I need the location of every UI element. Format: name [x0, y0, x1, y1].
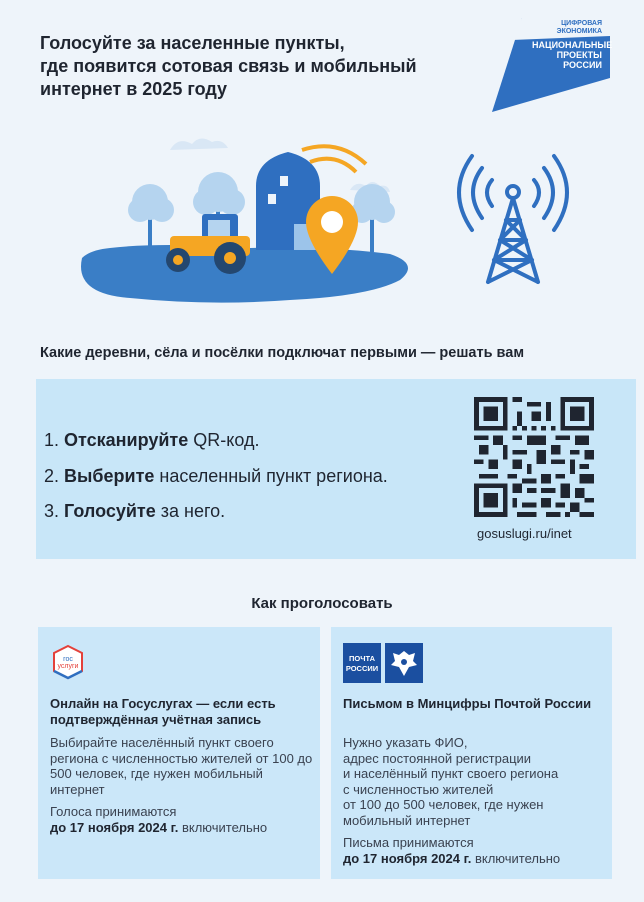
logo-line-3: НАЦИОНАЛЬНЫЕ [532, 40, 613, 50]
svg-text:РОССИИ: РОССИИ [345, 664, 379, 673]
gosuslugi-logo [50, 644, 86, 680]
cell-tower-icon [448, 150, 578, 290]
step-item: 2. Выберите населенный пункт региона. [44, 465, 388, 486]
logo-line-4: ПРОЕКТЫ [556, 50, 602, 60]
logo-line-5: РОССИИ [563, 60, 602, 70]
card-online-body: Выбирайте населённый пункт своего региона с численностью жителей от 100 до 500 человек, где нужен мобильный интернет [50, 735, 313, 797]
svg-text:услуги: услуги [57, 663, 79, 670]
step-item: 3. Голосуйте за него. [44, 501, 226, 521]
title-line-3: интернет в 2025 году [40, 79, 228, 99]
card-online-title: Онлайн на Госуслугах — если есть подтверждённая учётная запись [50, 696, 276, 727]
card-mail [331, 627, 612, 879]
logo-line-2: ЭКОНОМИКА [556, 28, 602, 35]
subtitle: Какие деревни, сёла и посёлки подключат первыми — решать вам [40, 345, 525, 361]
steps-list [44, 423, 388, 530]
pochta-rossii-logo [343, 643, 423, 683]
national-projects-logo [492, 14, 614, 114]
howto-title: Как проголосовать [251, 595, 393, 612]
card-mail-deadline: Письма принимаются до 17 ноября 2024 г. включительно [343, 835, 561, 866]
card-online [38, 627, 320, 879]
title-line-2: где появится сотовая связь и мобильный [40, 56, 417, 76]
logo-line-1: ЦИФРОВАЯ [561, 20, 602, 27]
qr-url[interactable]: gosuslugi.ru/inet [477, 526, 572, 541]
title-line-1: Голосуйте за населенные пункты, [40, 33, 345, 53]
svg-text:гос: гос [63, 656, 73, 663]
steps-panel [36, 379, 636, 559]
farm-illustration [70, 130, 430, 310]
step-item: 1. Отсканируйте QR-код. [44, 430, 260, 450]
qr-code[interactable] [474, 397, 594, 517]
card-mail-title: Письмом в Минцифры Почтой России [343, 696, 592, 711]
card-mail-body: Нужно указать ФИО, адрес постоянной регистрации и населённый пункт своего региона с численностью жителей от 100 до 500 человек, где нужен мобильный интернет [343, 735, 559, 828]
card-online-deadline: Голоса принимаются до 17 ноября 2024 г. включительно [50, 804, 268, 835]
svg-text:ПОЧТА: ПОЧТА [348, 654, 376, 663]
page-title [40, 32, 480, 101]
